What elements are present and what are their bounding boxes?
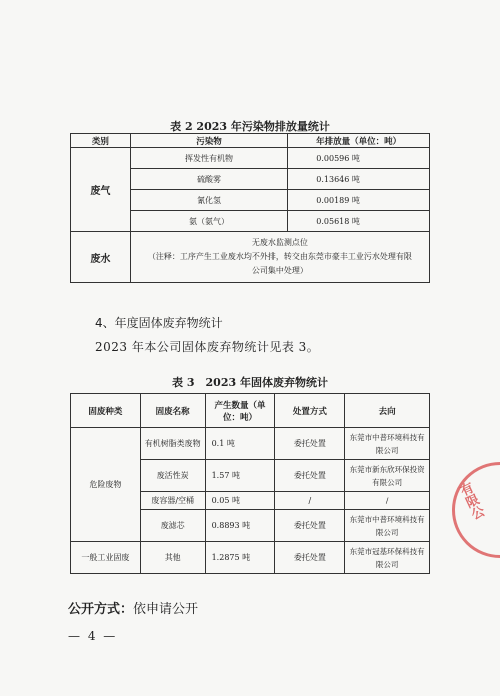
pollutant-emission-table	[70, 133, 430, 283]
amount-cell: 0.13646 吨	[288, 169, 430, 190]
waste-type-cell: 危险废物	[71, 428, 141, 542]
amount-cell: 0.00596 吨	[288, 148, 430, 169]
table-row	[71, 428, 430, 460]
category-cell: 废气	[71, 148, 131, 232]
water-note-cell	[130, 232, 429, 283]
column-header: 产生数量（单位：吨）	[205, 394, 275, 428]
method-cell: /	[275, 492, 345, 510]
water-note-line: 无废水监测点位	[251, 238, 308, 247]
quantity-cell: 0.8893 吨	[205, 510, 275, 542]
disclosure-method	[68, 598, 198, 617]
table-header-row	[71, 134, 430, 148]
column-header: 处置方式	[275, 394, 345, 428]
column-header: 固废名称	[140, 394, 205, 428]
waste-type-cell: 一般工业固废	[71, 542, 141, 574]
destination-cell: 东莞市中普环境科技有限公司	[345, 428, 430, 460]
quantity-cell: 0.1 吨	[205, 428, 275, 460]
column-header: 去向	[345, 394, 430, 428]
table-row	[71, 148, 430, 169]
water-note-line: （注释：工序产生工业废水均不外排，转交由东莞市豪丰工业污水处理有限	[147, 252, 412, 261]
pollutant-cell: 硫酸雾	[130, 169, 287, 190]
waste-name-cell: 废滤芯	[140, 510, 205, 542]
table2-caption: 表 2 2023 年污染物排放量统计	[170, 120, 330, 133]
table-row	[71, 232, 430, 283]
quantity-cell: 1.57 吨	[205, 460, 275, 492]
pollutant-cell: 氰化氢	[130, 190, 287, 211]
method-cell: 委托处置	[275, 428, 345, 460]
method-cell: 委托处置	[275, 460, 345, 492]
waste-name-cell: 废容器/空桶	[140, 492, 205, 510]
solid-waste-table	[70, 393, 430, 574]
column-header: 年排放量（单位：吨）	[288, 134, 430, 148]
amount-cell: 0.05618 吨	[288, 211, 430, 232]
pollutant-cell: 挥发性有机物	[130, 148, 287, 169]
destination-cell: 东莞市中普环境科技有限公司	[345, 510, 430, 542]
section-paragraph: 2023 年本公司固体废弃物统计见表 3。	[95, 340, 320, 354]
column-header: 类别	[71, 134, 131, 148]
water-note-line: 公司集中处理）	[251, 266, 308, 275]
table3-caption: 表 3 2023 年固体废弃物统计	[172, 376, 328, 389]
column-header: 污染物	[130, 134, 287, 148]
method-cell: 委托处置	[275, 542, 345, 574]
waste-name-cell: 废活性炭	[140, 460, 205, 492]
method-cell: 委托处置	[275, 510, 345, 542]
quantity-cell: 1.2875 吨	[205, 542, 275, 574]
pollutant-cell: 氨（氨气）	[130, 211, 287, 232]
disclosure-value: 依申请公开	[133, 602, 199, 617]
destination-cell: /	[345, 492, 430, 510]
quantity-cell: 0.05 吨	[205, 492, 275, 510]
waste-name-cell: 有机树脂类废物	[140, 428, 205, 460]
amount-cell: 0.00189 吨	[288, 190, 430, 211]
section-heading: 4、年度固体废弃物统计	[95, 316, 223, 330]
waste-name-cell: 其他	[140, 542, 205, 574]
destination-cell: 东莞市新东欣环保投资有限公司	[345, 460, 430, 492]
column-header: 固废种类	[71, 394, 141, 428]
table-row	[71, 542, 430, 574]
destination-cell: 东莞市冠基环保科技有限公司	[345, 542, 430, 574]
page-number: — 4 —	[68, 629, 118, 643]
disclosure-label: 公开方式：	[68, 602, 134, 617]
category-cell: 废水	[71, 232, 131, 283]
table-header-row	[71, 394, 430, 428]
seal-text: 有限公	[455, 480, 486, 523]
